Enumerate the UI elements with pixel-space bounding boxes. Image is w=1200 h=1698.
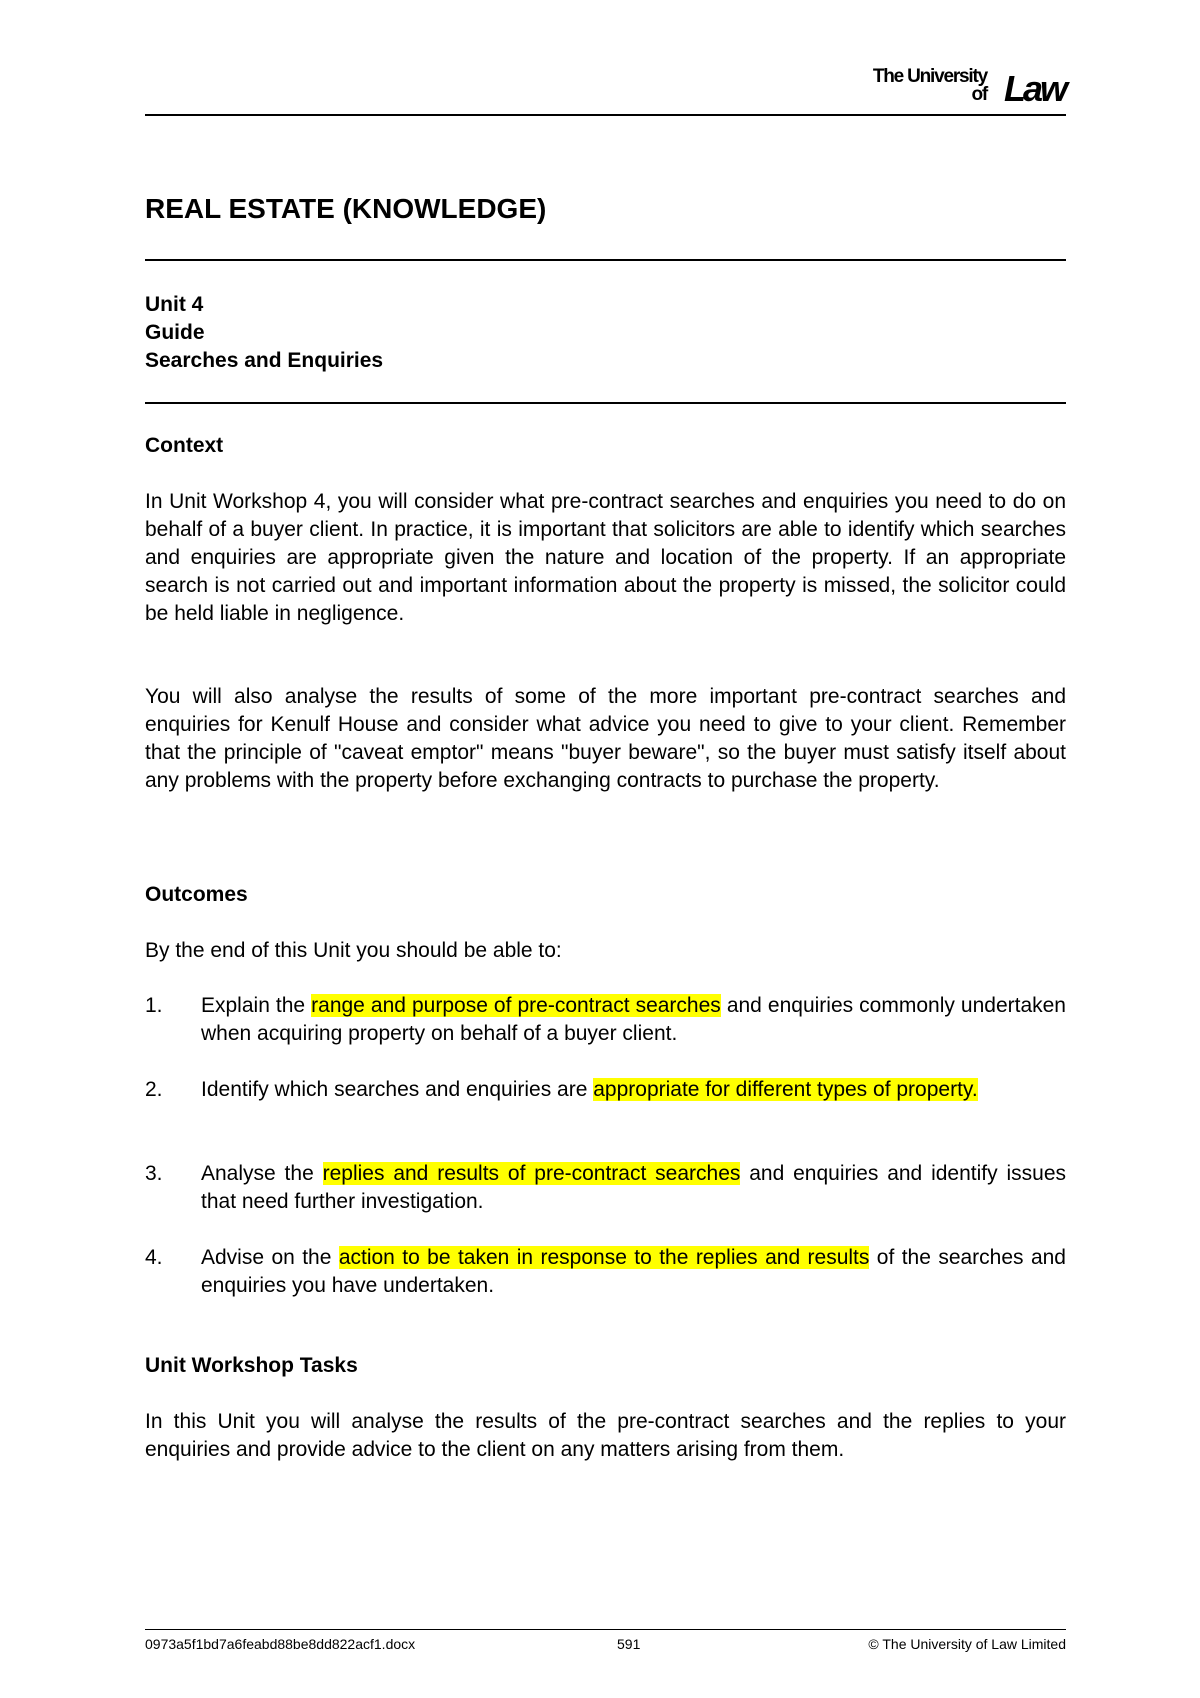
outcome-text: Identify which searches and enquiries are — [201, 1078, 594, 1101]
outcome-3 — [201, 1160, 1066, 1216]
outcome-text: of the searches and enquiries you have undertaken. — [201, 1246, 1066, 1297]
title-rule — [145, 259, 1066, 261]
footer-filename: 0973a5f1bd7a6feabd88be8dd822acf1.docx — [145, 1636, 416, 1652]
outcome-1-number: 1. — [145, 994, 163, 1017]
outcome-2 — [201, 1076, 1066, 1104]
outcome-highlight: replies and results of pre-contract searches — [322, 1162, 741, 1185]
unit-rule — [145, 402, 1066, 404]
logo-line-2: of — [971, 84, 987, 105]
outcomes-heading: Outcomes — [145, 883, 248, 906]
outcome-2-number: 2. — [145, 1078, 163, 1101]
context-heading: Context — [145, 434, 224, 457]
outcome-text: Advise on the — [201, 1246, 339, 1269]
unit-block — [145, 291, 383, 375]
outcome-text: and enquiries and identify issues that need further investigation. — [201, 1162, 1066, 1213]
header-rule — [145, 114, 1066, 116]
outcome-highlight: action to be taken in response to the replies and results — [338, 1246, 870, 1269]
outcome-4-number: 4. — [145, 1246, 163, 1269]
footer-copyright: © The University of Law Limited — [868, 1636, 1066, 1652]
logo-line-3: Law — [1003, 68, 1065, 109]
university-logo — [850, 64, 1065, 112]
footer-rule — [145, 1629, 1066, 1630]
footer-page-number: 591 — [617, 1636, 641, 1652]
unit-type: Guide — [145, 321, 205, 344]
outcome-1 — [201, 992, 1066, 1048]
context-paragraph-2: You will also analyse the results of some of the more important pre-contract searches and enquiries for Kenulf House and consider what advice you need to give to your client. Remember that the principle of "caveat emptor" means "buyer beware", so the buyer must satisfy itself about any problems with the property before exchanging contracts to purchase the property. — [145, 685, 1066, 792]
outcome-text: and enquiries commonly undertaken when acquiring property on behalf of a buyer client. — [201, 994, 1066, 1045]
logo-line-1: The University — [872, 66, 987, 87]
outcomes-intro: By the end of this Unit you should be able to: — [145, 939, 562, 962]
outcome-3-number: 3. — [145, 1162, 163, 1185]
outcome-4 — [201, 1244, 1066, 1300]
outcome-highlight: appropriate for different types of property. — [593, 1078, 978, 1101]
unit-number: Unit 4 — [145, 293, 204, 316]
tasks-heading: Unit Workshop Tasks — [145, 1354, 358, 1377]
outcome-text: Analyse the — [201, 1162, 323, 1185]
tasks-paragraph: In this Unit you will analyse the results of the pre-contract searches and the replies to your enquiries and provide advice to the client on any matters arising from them. — [145, 1410, 1066, 1461]
unit-name: Searches and Enquiries — [145, 349, 384, 372]
document-title: REAL ESTATE (KNOWLEDGE) — [145, 193, 547, 224]
outcome-highlight: range and purpose of pre-contract searches — [311, 994, 721, 1017]
context-paragraph-1: In Unit Workshop 4, you will consider what pre-contract searches and enquiries you need to do on behalf of a buyer client. In practice, it is important that solicitors are able to identify which searches and enquiries are appropriate given the nature and location of the property. If an appropriate search is not carried out and important information about the property is missed, the solicitor could be held liable in negligence. — [145, 490, 1066, 625]
outcome-text: Explain the — [201, 994, 312, 1017]
